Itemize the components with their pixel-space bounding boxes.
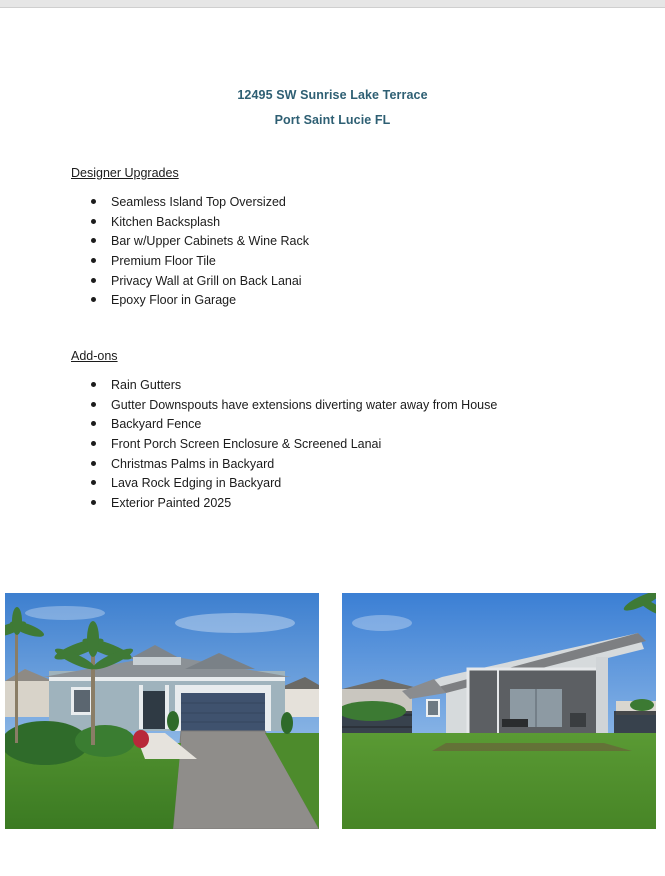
list-item: [90, 495, 497, 515]
add-ons-list: [90, 377, 497, 515]
list-item: [90, 292, 309, 312]
back-exterior-photo: [342, 593, 656, 829]
bullet-dot: [91, 382, 96, 387]
designer-upgrades-title: Designer Upgrades: [71, 166, 179, 180]
list-item: [90, 233, 309, 253]
designer-upgrades-list: [90, 194, 309, 312]
bullet-dot: [91, 421, 96, 426]
add-ons-title: Add-ons: [71, 349, 118, 363]
list-item-text: Rain Gutters: [111, 378, 182, 392]
list-item: [90, 214, 309, 234]
list-item: [90, 397, 497, 417]
top-edge-strip: [0, 0, 665, 8]
bullet-dot: [91, 278, 96, 283]
list-item: [90, 436, 497, 456]
list-item: [90, 475, 497, 495]
bullet-dot: [91, 500, 96, 505]
list-item: [90, 273, 309, 293]
bullet-dot: [91, 402, 96, 407]
list-item: [90, 456, 497, 476]
bullet-dot: [91, 297, 96, 302]
list-item-text: Bar w/Upper Cabinets & Wine Rack: [111, 234, 309, 249]
list-item-text: Epoxy Floor in Garage: [111, 293, 237, 308]
bullet-dot: [91, 461, 96, 466]
list-item-text: Lava Rock Edging in Backyard: [111, 476, 282, 491]
list-item-text: Kitchen Backsplash: [111, 214, 221, 229]
list-item: [90, 416, 497, 436]
bullet-dot: [91, 219, 96, 224]
list-item-text: Front Porch Screen Enclosure & Screened Lanai: [111, 437, 382, 452]
list-item: [90, 253, 309, 273]
bullet-dot: [91, 199, 96, 204]
list-item-text: Privacy Wall at Grill on Back Lanai: [111, 273, 302, 288]
property-city: Port Saint Lucie FL: [274, 113, 391, 127]
list-item: [90, 194, 309, 214]
bullet-dot: [91, 480, 96, 485]
list-item-text: Exterior Painted 2025: [111, 496, 232, 511]
list-item-text: Seamless Island Top Oversized: [111, 195, 286, 209]
list-item-text: Gutter Downspouts have extensions diverting water away from House: [111, 397, 498, 412]
property-address: 12495 SW Sunrise Lake Terrace: [237, 88, 428, 102]
front-exterior-photo: [5, 593, 319, 829]
list-item: [90, 377, 497, 397]
bullet-dot: [91, 258, 96, 263]
bullet-dot: [91, 441, 96, 446]
list-item-text: Premium Floor Tile: [111, 254, 216, 269]
list-item-text: Christmas Palms in Backyard: [111, 456, 275, 471]
bullet-dot: [91, 238, 96, 243]
list-item-text: Backyard Fence: [111, 417, 202, 432]
